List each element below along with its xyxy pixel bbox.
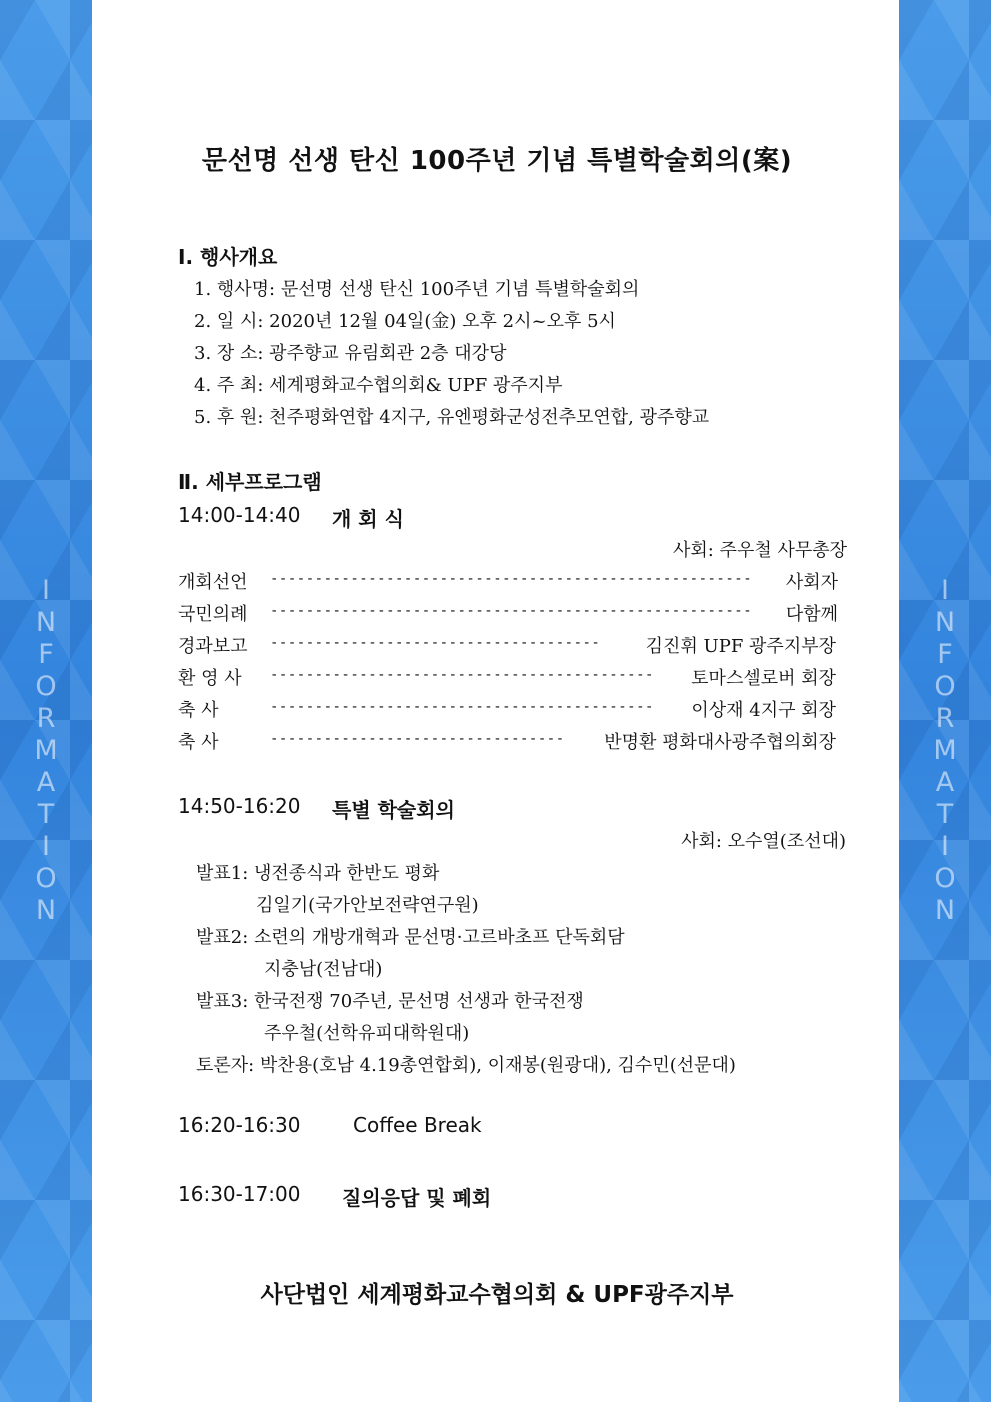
block3-time: 16:20-16:30	[178, 1113, 301, 1137]
program-row-person: 사회자	[785, 572, 838, 593]
section2-heading: Ⅱ. 세부프로그램	[178, 470, 322, 494]
block1-host: 사회: 주우철 사무총장	[673, 540, 847, 561]
block4-name: 질의응답 및 폐회	[342, 1186, 492, 1210]
program-row-label: 축 사	[178, 700, 219, 721]
document-page	[92, 0, 902, 1402]
talk-speaker: 지충남(전남대)	[264, 959, 383, 980]
right-side-label: I N F O R M A T I O N	[933, 575, 957, 926]
program-row-person: 김진휘 UPF 광주지부장	[645, 636, 836, 657]
overview-item-place: 3. 장 소: 광주향교 유림회관 2층 대강당	[194, 343, 507, 364]
program-row-person: 다함께	[785, 604, 838, 625]
organizer-footer: 사단법인 세계평화교수협의회 & UPF광주지부	[260, 1282, 734, 1308]
program-row-dashes: -------------------------------------	[270, 635, 601, 651]
overview-item-date: 2. 일 시: 2020년 12월 04일(金) 오후 2시~오후 5시	[194, 311, 616, 332]
talk-topic: 발표3: 한국전쟁 70주년, 문선명 선생과 한국전쟁	[196, 991, 584, 1012]
talk-topic: 발표1: 냉전종식과 한반도 평화	[196, 863, 440, 884]
program-row-dashes: ---------------------------------	[270, 731, 565, 747]
document-title: 문선명 선생 탄신 100주년 기념 특별학술회의(案)	[201, 146, 793, 176]
block3-name: Coffee Break	[353, 1113, 482, 1137]
program-row-person: 반명환 평화대사광주협의회장	[604, 732, 836, 753]
overview-item-host: 4. 주 최: 세계평화교수협의회& UPF 광주지부	[194, 375, 563, 396]
block4-time: 16:30-17:00	[178, 1182, 301, 1206]
talk-speaker: 주우철(선학유피대학원대)	[264, 1023, 470, 1044]
panel-discussants: 토론자: 박찬용(호남 4.19총연합회), 이재봉(원광대), 김수민(선문대)	[196, 1055, 736, 1076]
program-row-label: 환 영 사	[178, 668, 242, 689]
program-row-label: 국민의례	[178, 604, 248, 625]
program-row-dashes: -------------------------------------------	[270, 667, 654, 683]
program-row-label: 경과보고	[178, 636, 248, 657]
block2-host: 사회: 오수열(조선대)	[681, 831, 846, 852]
block2-name: 특별 학술회의	[332, 798, 455, 822]
left-side-label: I N F O R M A T I O N	[34, 575, 58, 926]
talk-speaker: 김일기(국가안보전략연구원)	[256, 895, 479, 916]
overview-item-name: 1. 행사명: 문선명 선생 탄신 100주년 기념 특별학술회의	[194, 279, 640, 300]
block1-time: 14:00-14:40	[178, 503, 301, 527]
block1-name: 개 회 식	[332, 507, 404, 531]
program-row-person: 이상재 4지구 회장	[691, 700, 836, 721]
left-decorative-band	[0, 0, 92, 1402]
section1-heading: Ⅰ. 행사개요	[178, 245, 278, 269]
overview-item-sponsor: 5. 후 원: 천주평화연합 4지구, 유엔평화군성전추모연합, 광주향교	[194, 407, 710, 428]
program-row-dashes: ------------------------------------------------------	[270, 571, 753, 587]
program-row-label: 축 사	[178, 732, 219, 753]
program-row-label: 개회선언	[178, 572, 248, 593]
program-row-dashes: -------------------------------------------	[270, 699, 654, 715]
program-row-dashes: ------------------------------------------------------	[270, 603, 753, 619]
right-decorative-band	[899, 0, 991, 1402]
program-row-person: 토마스셀로버 회장	[691, 668, 836, 689]
talk-topic: 발표2: 소련의 개방개혁과 문선명·고르바초프 단독회담	[196, 927, 625, 948]
block2-time: 14:50-16:20	[178, 794, 301, 818]
